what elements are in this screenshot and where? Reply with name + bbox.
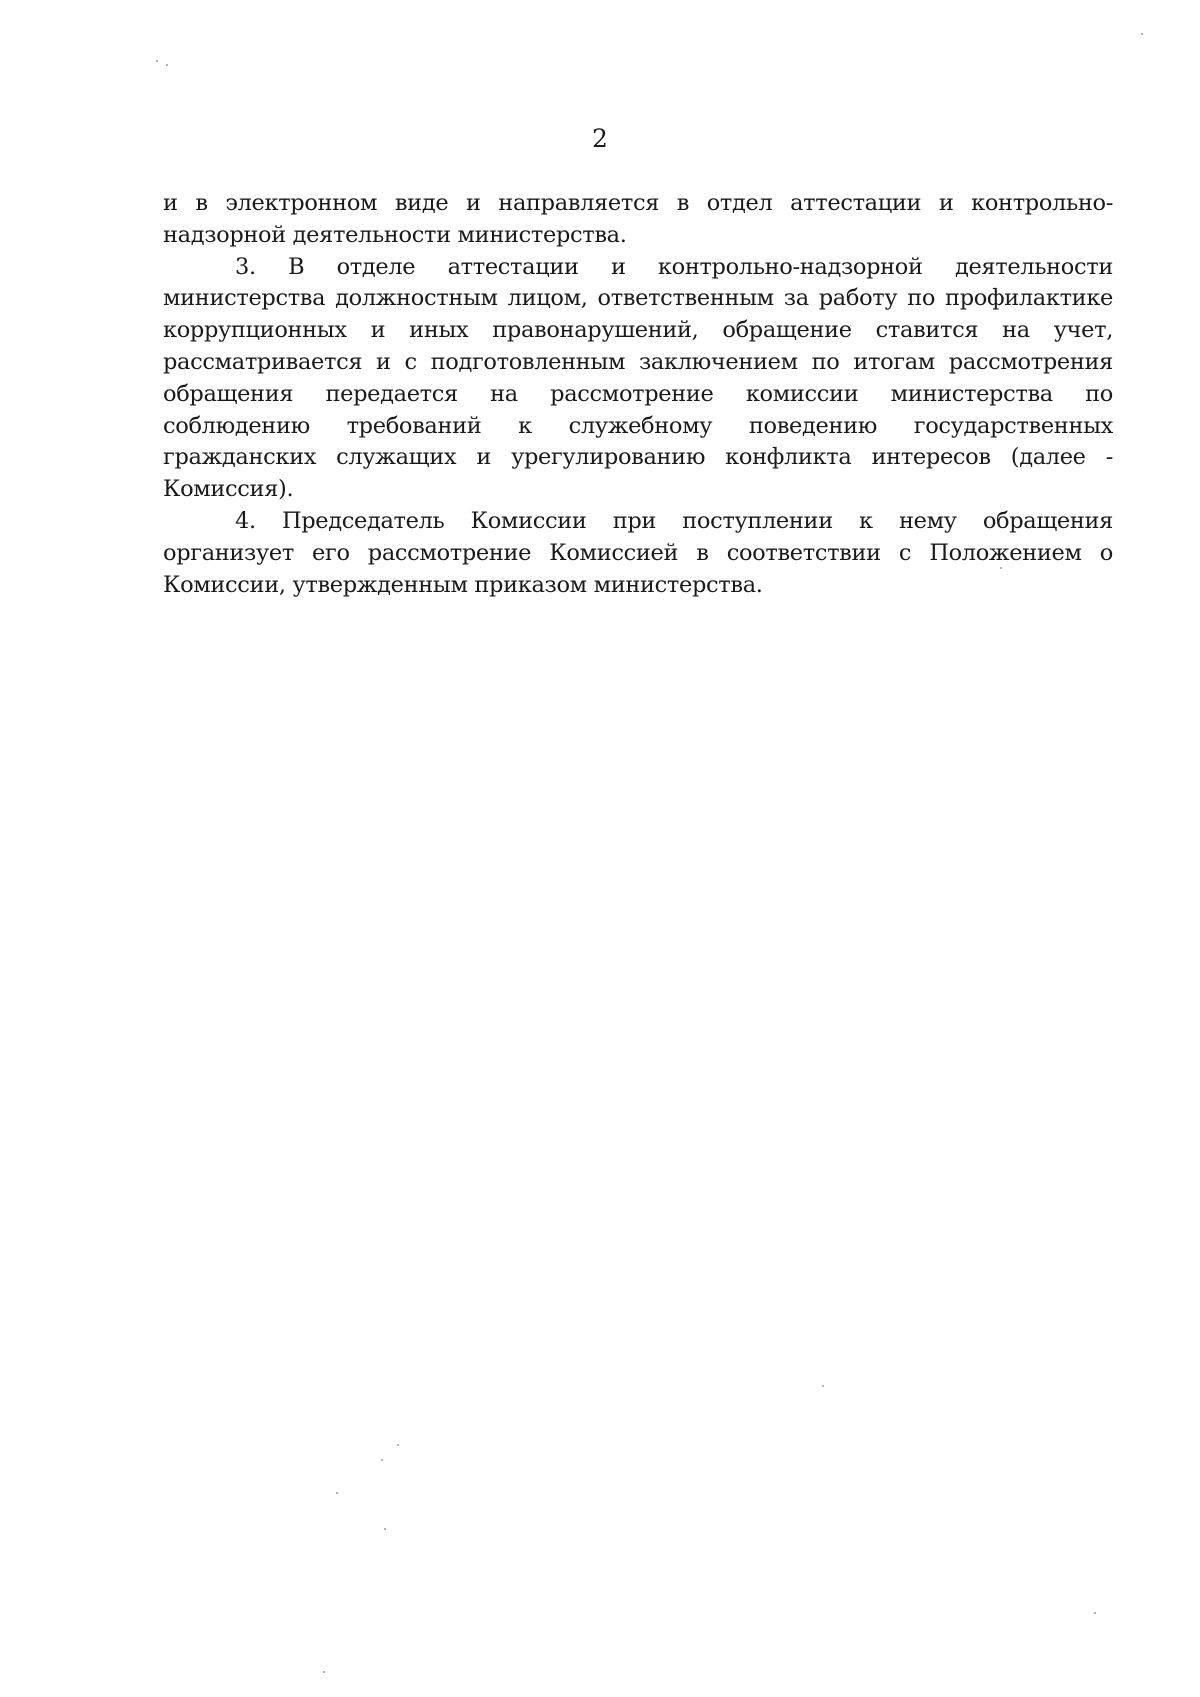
scan-speck bbox=[1094, 1612, 1096, 1614]
scan-speck bbox=[336, 1492, 338, 1494]
scan-speck bbox=[156, 60, 158, 62]
scan-speck bbox=[384, 1528, 386, 1530]
scan-speck bbox=[1000, 567, 1002, 569]
paragraph-continuation: и в электронном виде и направляется в отдел аттестации и контрольно-надзорной деятельности министерства. bbox=[163, 190, 1113, 248]
document-body bbox=[163, 188, 1113, 601]
scan-speck bbox=[381, 1459, 383, 1461]
scan-speck bbox=[397, 1444, 399, 1446]
scan-speck bbox=[822, 1385, 824, 1387]
paragraph-item-4: 4. Председатель Комиссии при поступлении к нему обращения организует его рассмотрение Комиссией в соответствии с Положением о Комиссии, утвержденным приказом министерства. bbox=[163, 507, 1113, 598]
scan-speck bbox=[1141, 33, 1143, 35]
page-number: 2 bbox=[592, 124, 608, 153]
scan-speck bbox=[323, 1671, 325, 1673]
scan-speck bbox=[166, 64, 168, 66]
paragraph-item-3: 3. В отделе аттестации и контрольно-надзорной деятельности министерства должностным лицом, ответственным за работу по профилактике коррупционных и иных правонарушений, обращение ставится на учет, рассматривается и с подготовленным заключением по итогам рассмотрения обращения передается на рассмотрение комиссии министерства по соблюдению требований к служебному поведению государственных гражданских служащих и урегулированию конфликта интересов (далее - Комиссия). bbox=[163, 253, 1113, 503]
